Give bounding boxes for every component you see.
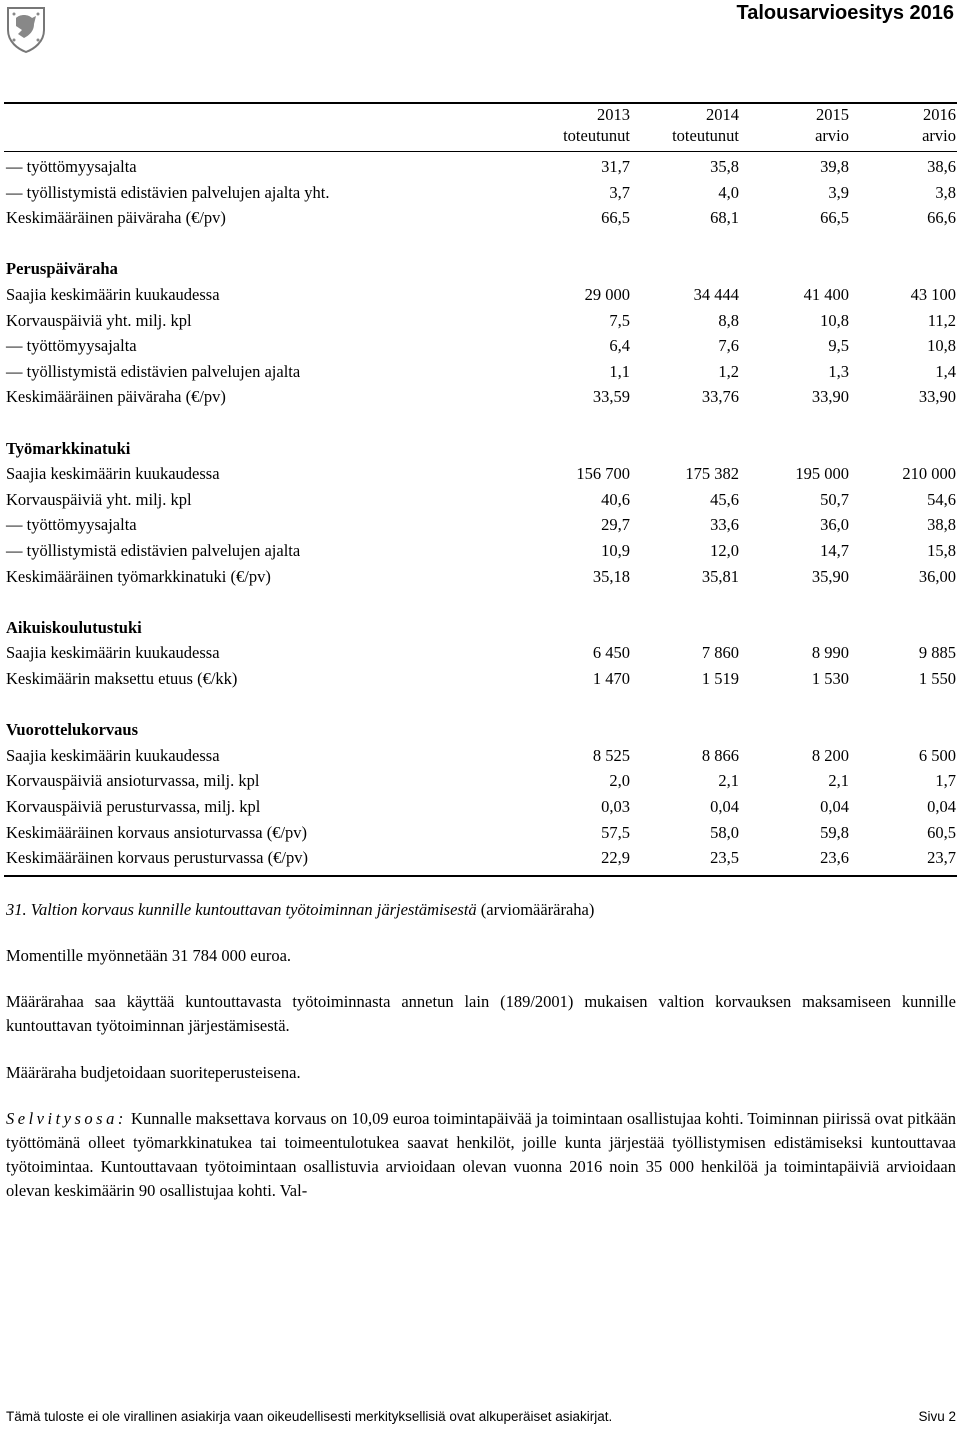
cell-value: 1 550	[918, 669, 956, 688]
cell-value: 0,04	[710, 797, 739, 816]
cell-value: 10,8	[820, 311, 849, 330]
page-footer	[6, 1409, 956, 1424]
row-label: Keskimääräinen päiväraha (€/pv)	[6, 208, 226, 227]
cell-value: 8 990	[811, 643, 849, 662]
table-row	[6, 462, 956, 486]
cell-value: 36,0	[820, 515, 849, 534]
cell-value: 10,9	[601, 541, 630, 560]
cell-value: 0,04	[820, 797, 849, 816]
cell-value: 4,0	[718, 183, 739, 202]
cell-value: 38,8	[927, 515, 956, 534]
cell-value: 35,81	[701, 567, 739, 586]
cell-value: 14,7	[820, 541, 849, 560]
cell-value: 66,6	[927, 208, 956, 227]
table-row	[6, 821, 956, 845]
table-row	[6, 334, 956, 358]
row-label: Keskimäärin maksettu etuus (€/kk)	[6, 669, 238, 688]
cell-value: 1,4	[935, 362, 956, 381]
cell-value: 8 866	[701, 746, 739, 765]
explanation-text: Kunnalle maksettava korvaus on 10,09 euroa toimintapäivää ja toimintaan osallistujaa kohti. Toiminnan piirissä ovat pitkään työttömänä olleet työmarkkinatukea tai toimeentulotukea saavat henkilöt, joille kunta järjestää työllistymisen edistämiseksi kuntouttavaa työtoimintaa. Kuntouttavaan työtoimintaan osallistuvia arvioidaan olevan vuonna 2016 noin 35 000 henkilöä ja toimintapäiviä arvioidaan olevan keskimäärin 90 osallistujaa kohti. Val-	[6, 1109, 956, 1200]
cell-value: 7 860	[701, 643, 739, 662]
cell-value: 22,9	[601, 848, 630, 867]
table-bottom-rule	[4, 875, 957, 877]
row-label: Saajia keskimäärin kuukaudessa	[6, 285, 220, 304]
cell-value: 156 700	[576, 464, 630, 483]
row-label: Keskimääräinen päiväraha (€/pv)	[6, 387, 226, 406]
paragraph-budgeting: Määräraha budjetoidaan suoriteperusteisena.	[6, 1063, 301, 1082]
table-row	[6, 846, 956, 870]
column-year: 2015	[816, 105, 849, 124]
cell-value: 60,5	[927, 823, 956, 842]
table-row	[6, 513, 956, 537]
cell-value: 0,03	[601, 797, 630, 816]
row-label: Korvauspäiviä yht. milj. kpl	[6, 490, 192, 509]
cell-value: 0,04	[927, 797, 956, 816]
cell-value: 35,18	[592, 567, 630, 586]
cell-value: 23,7	[927, 848, 956, 867]
cell-value: 7,6	[718, 336, 739, 355]
cell-value: 54,6	[927, 490, 956, 509]
cell-value: 175 382	[685, 464, 739, 483]
cell-value: 38,6	[927, 157, 956, 176]
table-row	[6, 488, 956, 512]
cell-value: 66,5	[820, 208, 849, 227]
cell-value: 1,2	[718, 362, 739, 381]
cell-value: 7,5	[609, 311, 630, 330]
cell-value: 2,1	[828, 771, 849, 790]
moment-heading	[6, 898, 956, 922]
row-label: — työttömyysajalta	[6, 336, 137, 355]
cell-value: 10,8	[927, 336, 956, 355]
explanation-lead: Selvitysosa:	[6, 1109, 127, 1128]
table-row	[6, 309, 956, 333]
column-year: 2016	[923, 105, 956, 124]
coat-of-arms-icon	[4, 4, 48, 54]
cell-value: 1 470	[592, 669, 630, 688]
section-heading	[6, 718, 956, 742]
cell-value: 23,6	[820, 848, 849, 867]
column-kind: toteutunut	[672, 126, 739, 145]
cell-value: 66,5	[601, 208, 630, 227]
table-row	[6, 667, 956, 691]
cell-value: 45,6	[710, 490, 739, 509]
cell-value: 9,5	[828, 336, 849, 355]
cell-value: 1 530	[811, 669, 849, 688]
cell-value: 68,1	[710, 208, 739, 227]
table-row	[6, 769, 956, 793]
cell-value: 6,4	[609, 336, 630, 355]
row-label: — työllistymistä edistävien palvelujen ajalta yht.	[6, 183, 330, 202]
table-row	[6, 795, 956, 819]
cell-value: 36,00	[918, 567, 956, 586]
column-year: 2014	[706, 105, 739, 124]
cell-value: 31,7	[601, 157, 630, 176]
cell-value: 8 525	[592, 746, 630, 765]
cell-value: 35,8	[710, 157, 739, 176]
table-row	[6, 565, 956, 589]
cell-value: 6 500	[918, 746, 956, 765]
row-label: Korvauspäiviä yht. milj. kpl	[6, 311, 192, 330]
table-row	[6, 744, 956, 768]
cell-value: 33,90	[811, 387, 849, 406]
table-row	[6, 206, 956, 230]
section-title: Työmarkkinatuki	[6, 439, 131, 458]
cell-value: 2,1	[718, 771, 739, 790]
column-kind: arvio	[815, 126, 849, 145]
column-header-2	[639, 104, 739, 146]
column-header-4	[856, 104, 956, 146]
paragraph-appropriation: Momentille myönnetään 31 784 000 euroa.	[6, 946, 292, 965]
row-label: Keskimääräinen korvaus perusturvassa (€/pv)	[6, 848, 308, 867]
cell-value: 57,5	[601, 823, 630, 842]
row-label: — työttömyysajalta	[6, 515, 137, 534]
cell-value: 29 000	[584, 285, 630, 304]
paragraph-usage: Määrärahaa saa käyttää kuntouttavasta työtoiminnasta annetun lain (189/2001) mukaisen valtion korvauksen maksamiseen kunnille kuntouttavan työtoiminnan järjestämisestä.	[6, 992, 956, 1035]
cell-value: 59,8	[820, 823, 849, 842]
page-number: Sivu 2	[918, 1409, 956, 1424]
section-heading	[6, 257, 956, 281]
cell-value: 34 444	[693, 285, 739, 304]
cell-value: 33,76	[701, 387, 739, 406]
cell-value: 210 000	[902, 464, 956, 483]
row-label: — työllistymistä edistävien palvelujen ajalta	[6, 362, 301, 381]
cell-value: 33,6	[710, 515, 739, 534]
cell-value: 8 200	[811, 746, 849, 765]
table-row	[6, 283, 956, 307]
column-header-1	[530, 104, 630, 146]
table-row	[6, 641, 956, 665]
document-title: Talousarvioesitys 2016	[736, 2, 954, 24]
table-row	[6, 360, 956, 384]
cell-value: 3,9	[828, 183, 849, 202]
section-title: Aikuiskoulutustuki	[6, 618, 142, 637]
cell-value: 11,2	[927, 311, 956, 330]
cell-value: 23,5	[710, 848, 739, 867]
cell-value: 1,1	[609, 362, 630, 381]
cell-value: 9 885	[918, 643, 956, 662]
row-label: Keskimääräinen korvaus ansioturvassa (€/pv)	[6, 823, 308, 842]
cell-value: 1,3	[828, 362, 849, 381]
cell-value: 58,0	[710, 823, 739, 842]
cell-value: 39,8	[820, 157, 849, 176]
cell-value: 8,8	[718, 311, 739, 330]
cell-value: 6 450	[592, 643, 630, 662]
cell-value: 41 400	[803, 285, 849, 304]
section-title: Peruspäiväraha	[6, 259, 118, 278]
column-kind: arvio	[922, 126, 956, 145]
cell-value: 35,90	[811, 567, 849, 586]
section-heading	[6, 437, 956, 461]
moment-heading-title: 31. Valtion korvaus kunnille kuntouttavan työtoiminnan järjestämisestä	[6, 900, 477, 919]
cell-value: 3,7	[609, 183, 630, 202]
section-heading	[6, 616, 956, 640]
cell-value: 29,7	[601, 515, 630, 534]
cell-value: 33,59	[592, 387, 630, 406]
row-label: Korvauspäiviä ansioturvassa, milj. kpl	[6, 771, 260, 790]
cell-value: 15,8	[927, 541, 956, 560]
table-row	[6, 539, 956, 563]
row-label: Saajia keskimäärin kuukaudessa	[6, 746, 220, 765]
cell-value: 40,6	[601, 490, 630, 509]
table-header-rule	[4, 151, 957, 152]
row-label: — työllistymistä edistävien palvelujen ajalta	[6, 541, 301, 560]
row-label: — työttömyysajalta	[6, 157, 137, 176]
footer-notice: Tämä tuloste ei ole virallinen asiakirja vaan oikeudellisesti merkityksellisiä ovat alkuperäiset asiakirjat.	[6, 1409, 613, 1424]
column-kind: toteutunut	[563, 126, 630, 145]
table-row	[6, 385, 956, 409]
column-year: 2013	[597, 105, 630, 124]
cell-value: 50,7	[820, 490, 849, 509]
cell-value: 1 519	[701, 669, 739, 688]
table-row	[6, 155, 956, 179]
cell-value: 3,8	[935, 183, 956, 202]
cell-value: 1,7	[935, 771, 956, 790]
cell-value: 2,0	[609, 771, 630, 790]
cell-value: 12,0	[710, 541, 739, 560]
section-title: Vuorottelukorvaus	[6, 720, 139, 739]
cell-value: 33,90	[918, 387, 956, 406]
column-header-3	[749, 104, 849, 146]
cell-value: 43 100	[910, 285, 956, 304]
row-label: Keskimääräinen työmarkkinatuki (€/pv)	[6, 567, 271, 586]
row-label: Korvauspäiviä perusturvassa, milj. kpl	[6, 797, 261, 816]
row-label: Saajia keskimäärin kuukaudessa	[6, 643, 220, 662]
moment-heading-suffix: (arviomääräraha)	[476, 900, 595, 919]
cell-value: 195 000	[795, 464, 849, 483]
paragraph-explanation	[6, 1107, 956, 1203]
row-label: Saajia keskimäärin kuukaudessa	[6, 464, 220, 483]
table-row	[6, 181, 956, 205]
